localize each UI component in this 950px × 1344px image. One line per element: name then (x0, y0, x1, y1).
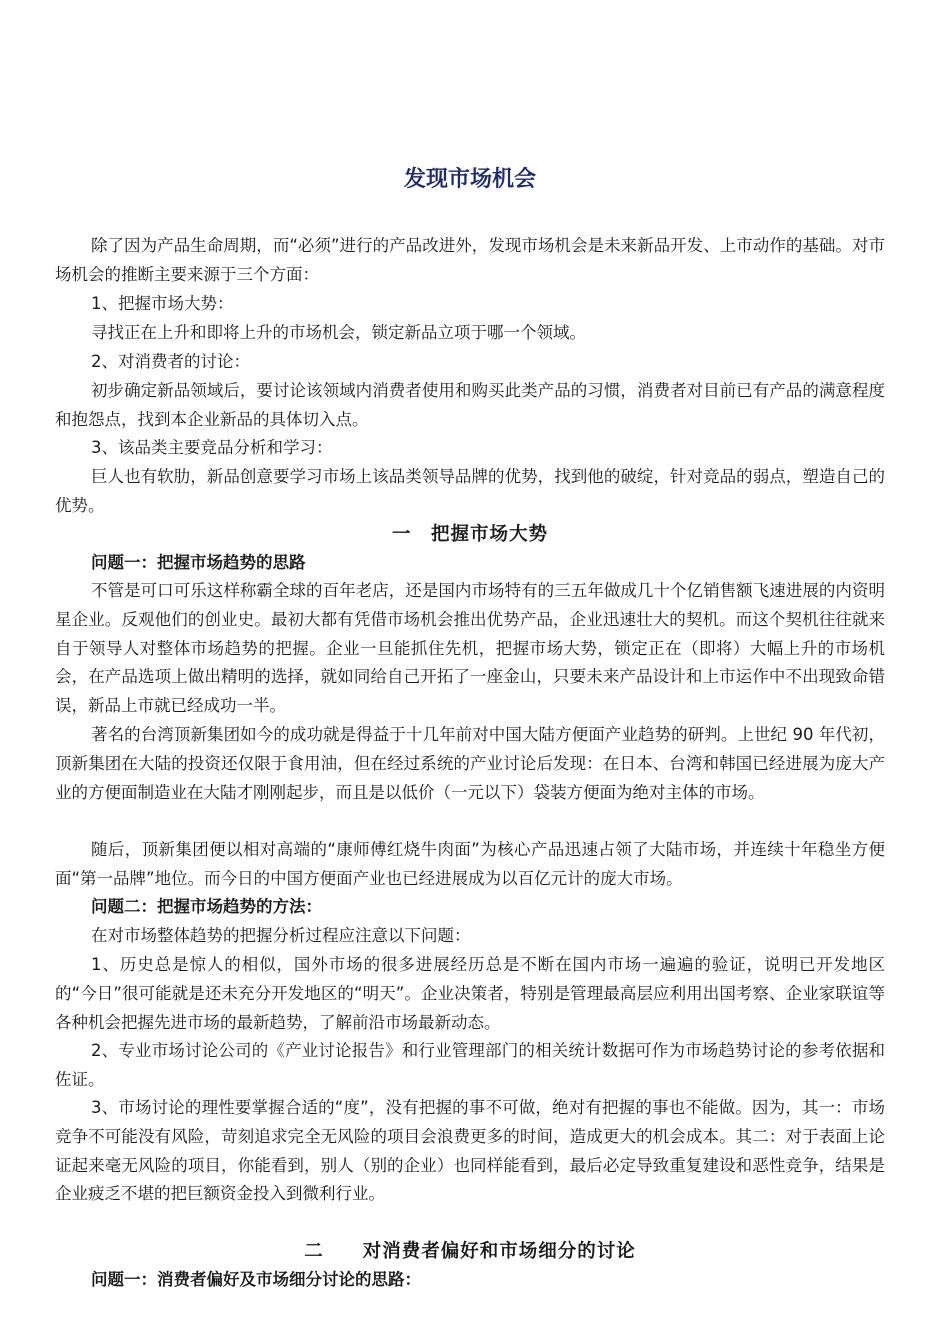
intro-item-2-body: 初步确定新品领域后，要讨论该领域内消费者使用和购买此类产品的习惯，消费者对目前已有产品的满意程度和抱怨点，找到本企业新品的具体切入点。 (55, 381, 885, 429)
intro-item-3-body: 巨人也有软肋，新品创意要学习市场上该品类领导品牌的优势，找到他的破绽，针对竞品的弱点，塑造自己的优势。 (55, 467, 885, 515)
intro-paragraph: 除了因为产品生命周期，而“必须”进行的产品改进外，发现市场机会是未来新品开发、上市动作的基础。对市场机会的推断主要来源于三个方面： (55, 236, 885, 284)
section-1-paragraph-2: 著名的台湾顶新集团如今的成功就是得益于十几年前对中国大陆方便面产业趋势的研判。上世纪 90 年代初，顶新集团在大陆的投资还仅限于食用油，但在经过系统的产业讨论后发现：在日本、台湾和韩国已经进展为庞大产业的方便面制造业在大陆才刚刚起步，而且是以低价（一元以下）袋装方便面为绝对主体的市场。 (55, 725, 885, 802)
section-1-paragraph-3: 随后，顶新集团便以相对高端的“康师傅红烧牛肉面”为核心产品迅速占领了大陆市场，并连续十年稳坐方便面“第一品牌”地位。而今日的中国方便面产业也已经进展成为以百亿元计的庞大市场。 (55, 840, 885, 888)
intro-item-2-heading: 2、对消费者的讨论： (91, 352, 250, 371)
intro-item-1-heading: 1、把握市场大势： (91, 294, 234, 313)
intro-item-3-heading: 3、该品类主要竞品分析和学习： (91, 438, 333, 457)
section-1-question-2: 问题二：把握市场趋势的方法： (91, 897, 322, 916)
section-1-paragraph-1: 不管是可口可乐这样称霸全球的百年老店，还是国内市场特有的三五年做成几十个亿销售额飞速进展的内资明星企业。反观他们的创业史。最初大都有凭借市场机会推出优势产品，企业迅速壮大的契机。而这个契机往往就来自于领导人对整体市场趋势的把握。企业一旦能抓住先机，把握市场大势，锁定正在（即将）大幅上升的市场机会，在产品选项上做出精明的选择，就如同给自己开拓了一座金山，只要未来产品设计和上市运作中不出现致命错误，新品上市就已经成功一半。 (55, 581, 885, 716)
section-1-question-1: 问题一：把握市场趋势的思路 (91, 553, 306, 572)
section-2-heading: 二 对消费者偏好和市场细分的讨论 (304, 1241, 636, 1262)
intro-item-1-body: 寻找正在上升和即将上升的市场机会，锁定新品立项于哪一个领域。 (91, 323, 586, 342)
page-title: 发现市场机会 (403, 167, 536, 192)
section-1-paragraph-5: 1、历史总是惊人的相似，国外市场的很多进展经历总是不断在国内市场一遍遍的验证，说明已开发地区的“今日”很可能就是还未充分开发地区的“明天”。企业决策者，特别是管理最高层应利用出国考察、企业家联谊等各种机会把握先进市场的最新趋势，了解前沿市场最新动态。 (55, 955, 885, 1032)
section-2-question-1: 问题一：消费者偏好及市场细分讨论的思路： (91, 1270, 421, 1289)
section-1-paragraph-4: 在对市场整体趋势的把握分析过程应注意以下问题： (91, 926, 471, 945)
section-1-paragraph-6: 2、专业市场讨论公司的《产业讨论报告》和行业管理部门的相关统计数据可作为市场趋势讨论的参考依据和佐证。 (55, 1041, 885, 1089)
section-1-heading: 一 把握市场大势 (391, 524, 548, 545)
section-1-paragraph-7: 3、市场讨论的理性要掌握合适的“度”，没有把握的事不可做，绝对有把握的事也不能做。因为，其一：市场竞争不可能没有风险，苛刻追求完全无风险的项目会浪费更多的时间，造成更大的机会成本。其二：对于表面上论证起来毫无风险的项目，你能看到，别人（别的企业）也同样能看到，最后必定导致重复建设和恶性竞争，结果是企业疲乏不堪的把巨额资金投入到微利行业。 (55, 1098, 885, 1204)
